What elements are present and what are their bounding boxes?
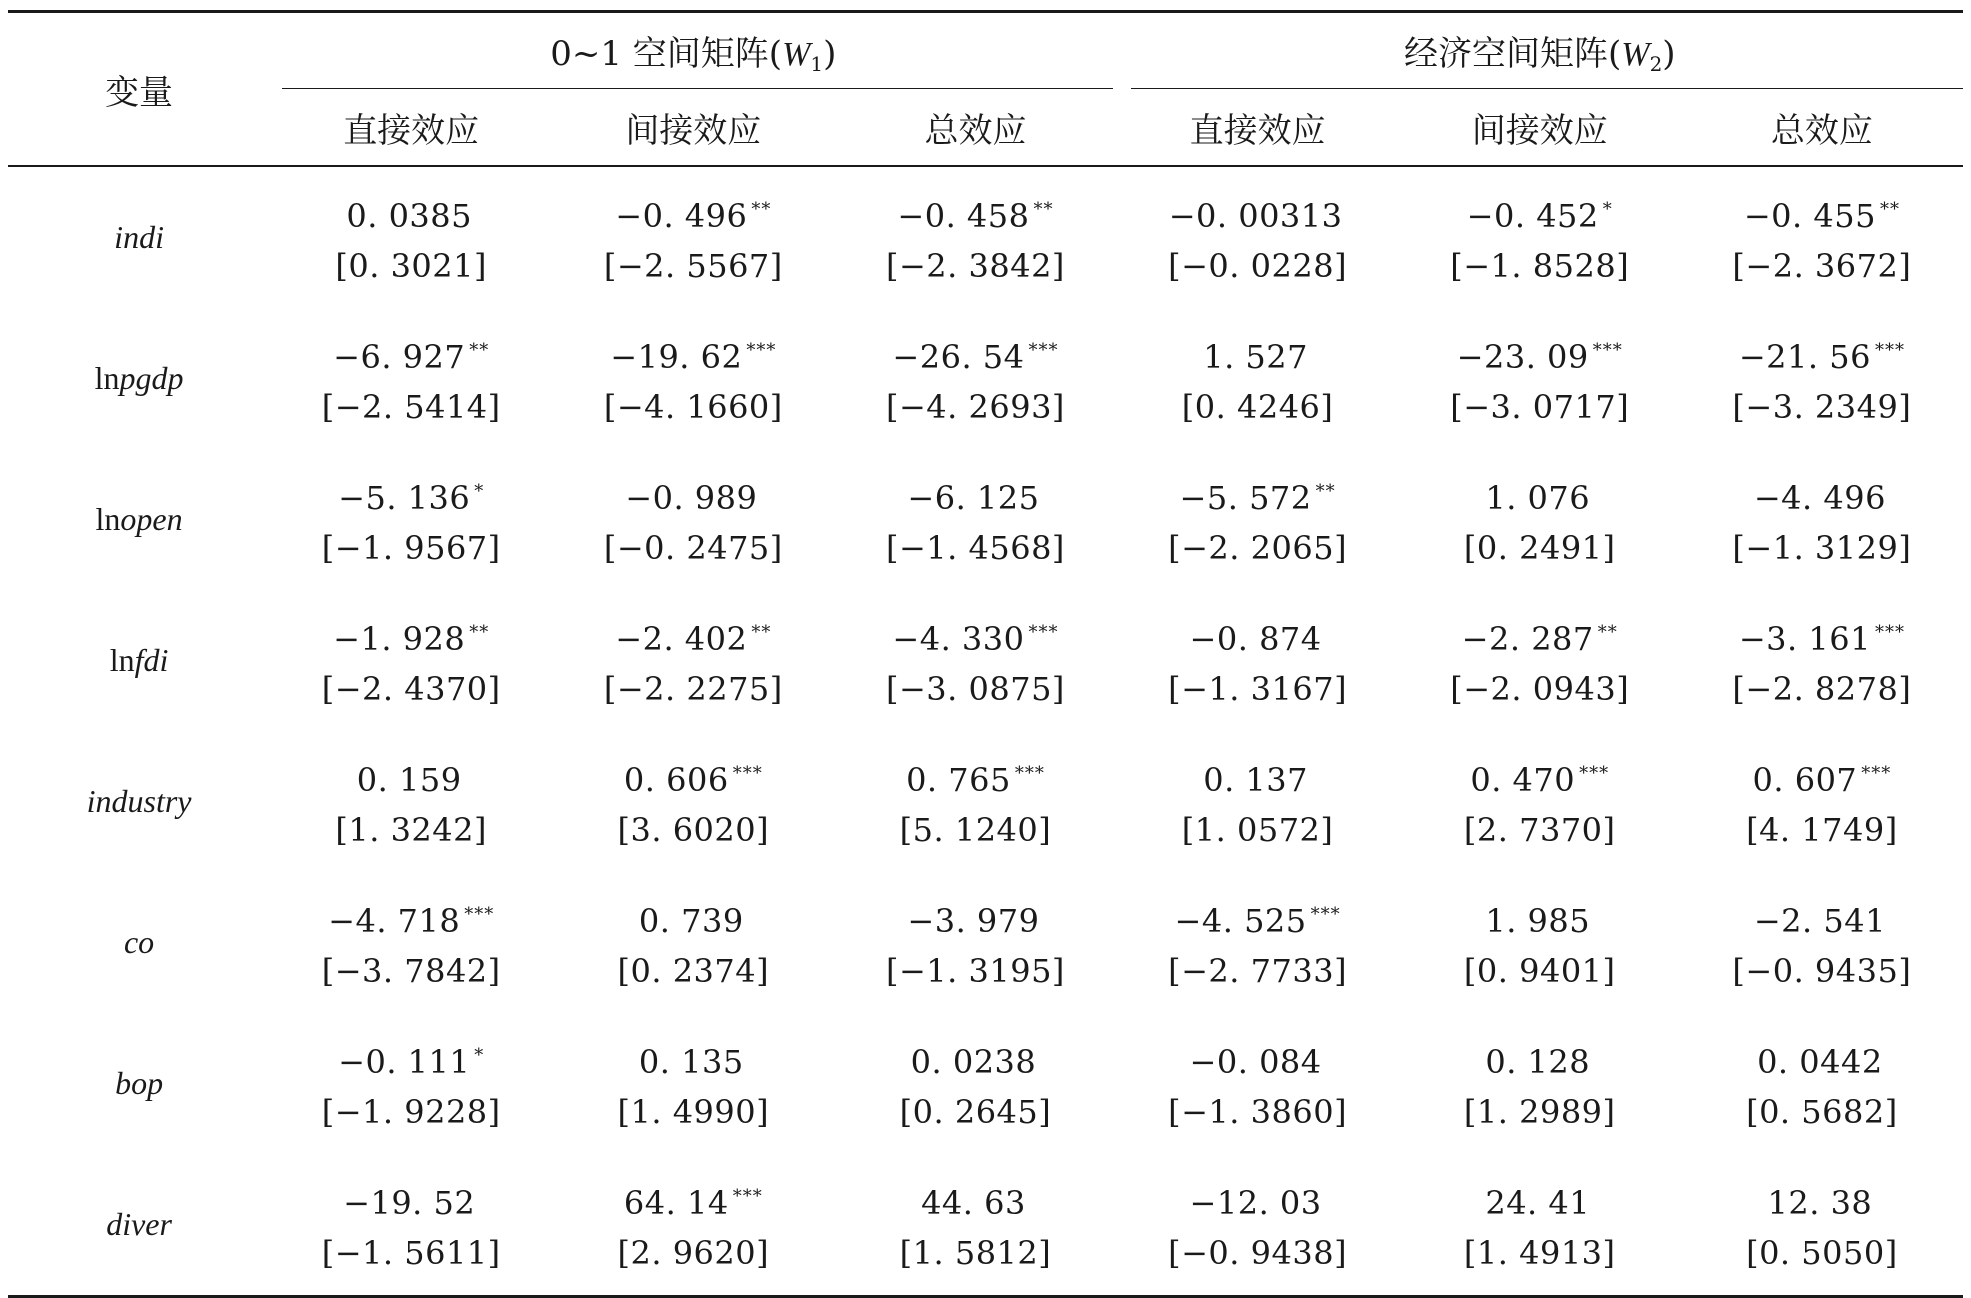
coefficient-value: −0. 084 bbox=[1189, 1042, 1322, 1081]
coefficient-value: −4. 496 bbox=[1753, 478, 1886, 517]
subheader-indirect-w2: 间接效应 bbox=[1471, 110, 1608, 151]
t-statistic: [−0. 9438] bbox=[1168, 1233, 1348, 1272]
subheader-indirect-w1: 间接效应 bbox=[625, 110, 762, 151]
significance-stars: *** bbox=[1861, 762, 1892, 784]
effect-cell bbox=[834, 872, 1116, 1013]
table-row bbox=[8, 308, 1963, 449]
coefficient-value: 0. 607 bbox=[1752, 760, 1858, 799]
coefficient-value: −4. 718 bbox=[328, 901, 461, 940]
t-statistic: [0. 2491] bbox=[1463, 528, 1616, 567]
coefficient-value: −23. 09 bbox=[1456, 337, 1589, 376]
significance-stars: *** bbox=[1310, 903, 1341, 925]
coefficient-value: 0. 0442 bbox=[1757, 1042, 1883, 1081]
effect-cell bbox=[1399, 1154, 1681, 1297]
t-statistic: [−3. 0717] bbox=[1450, 387, 1630, 426]
coefficient-value: −0. 496 bbox=[615, 196, 748, 235]
t-statistic: [2. 7370] bbox=[1463, 810, 1616, 849]
group-header-w1-close: ) bbox=[823, 34, 837, 74]
coefficient-value: 1. 527 bbox=[1203, 337, 1308, 376]
coefficient-value: −5. 572 bbox=[1179, 478, 1312, 517]
t-statistic: [−3. 0875] bbox=[885, 669, 1065, 708]
significance-stars: ** bbox=[751, 621, 772, 643]
significance-stars: *** bbox=[732, 1185, 763, 1207]
significance-stars: *** bbox=[746, 339, 777, 361]
effect-cell bbox=[1399, 872, 1681, 1013]
significance-stars: ** bbox=[1597, 621, 1618, 643]
significance-stars: *** bbox=[1874, 339, 1905, 361]
variable-label: indi bbox=[114, 219, 164, 255]
t-statistic: [0. 2645] bbox=[899, 1092, 1052, 1131]
coefficient-line bbox=[1399, 1172, 1681, 1228]
t-statistic: [−2. 3672] bbox=[1732, 246, 1912, 285]
group-underline-w1 bbox=[282, 88, 1112, 89]
group-header-w1-label: 0~1 空间矩阵( bbox=[550, 34, 783, 74]
effect-cell bbox=[552, 731, 834, 872]
coefficient-value: −26. 54 bbox=[892, 337, 1025, 376]
t-statistic: [−2. 5567] bbox=[603, 246, 783, 285]
effect-cell bbox=[1117, 1013, 1399, 1154]
coefficient-value: −0. 458 bbox=[897, 196, 1030, 235]
coefficient-line bbox=[1681, 185, 1963, 241]
group-header-w1-symbol: W bbox=[782, 36, 811, 73]
group-header-w2 bbox=[1117, 12, 1963, 90]
coefficient-value: 12. 38 bbox=[1767, 1183, 1873, 1222]
t-statistic: [0. 4246] bbox=[1181, 387, 1334, 426]
group-underline-w2 bbox=[1131, 88, 1963, 89]
coefficient-line bbox=[1681, 890, 1963, 946]
coefficient-line bbox=[1117, 1031, 1399, 1087]
variable-label: pgdp bbox=[119, 360, 184, 396]
subheader-total-w2: 总效应 bbox=[1770, 110, 1873, 151]
coefficient-value: −4. 525 bbox=[1174, 901, 1307, 940]
effect-cell bbox=[1117, 308, 1399, 449]
significance-stars: ** bbox=[1879, 198, 1900, 220]
coefficient-line bbox=[1117, 608, 1399, 664]
coefficient-value: 0. 470 bbox=[1470, 760, 1576, 799]
coefficient-line bbox=[552, 749, 834, 805]
table-container bbox=[8, 10, 1963, 1298]
t-statistic: [0. 5050] bbox=[1746, 1233, 1898, 1272]
table-row bbox=[8, 166, 1963, 308]
effect-cell bbox=[270, 1154, 552, 1297]
coefficient-value: −19. 62 bbox=[610, 337, 743, 376]
t-statistic: [1. 4990] bbox=[617, 1092, 770, 1131]
table-row bbox=[8, 731, 1963, 872]
effect-cell bbox=[834, 1154, 1116, 1297]
t-statistic: [−2. 2065] bbox=[1168, 528, 1348, 567]
coefficient-line bbox=[1399, 1031, 1681, 1087]
coefficient-value: −0. 452 bbox=[1466, 196, 1599, 235]
effect-cell bbox=[834, 308, 1116, 449]
t-statistic: [−2. 2275] bbox=[603, 669, 783, 708]
effect-cell bbox=[1399, 731, 1681, 872]
coefficient-value: 0. 135 bbox=[638, 1042, 744, 1081]
coefficient-line bbox=[270, 890, 552, 946]
coefficient-line bbox=[270, 1172, 552, 1228]
t-statistic: [1. 5812] bbox=[899, 1233, 1052, 1272]
coefficient-value: 44. 63 bbox=[921, 1183, 1026, 1222]
coefficient-line bbox=[1117, 467, 1399, 523]
coefficient-value: 0. 159 bbox=[356, 760, 462, 799]
significance-stars: * bbox=[474, 1044, 485, 1066]
coefficient-value: −2. 402 bbox=[615, 619, 748, 658]
effect-cell bbox=[834, 449, 1116, 590]
coefficient-line bbox=[1681, 326, 1963, 382]
coefficient-value: −3. 979 bbox=[907, 901, 1040, 940]
coefficient-value: −1. 928 bbox=[333, 619, 466, 658]
variable-name bbox=[8, 590, 270, 731]
t-statistic: [−2. 8278] bbox=[1732, 669, 1912, 708]
coefficient-line bbox=[270, 1031, 552, 1087]
effect-cell bbox=[834, 1013, 1116, 1154]
coefficient-line bbox=[1681, 1031, 1963, 1087]
coefficient-value: −0. 874 bbox=[1189, 619, 1322, 658]
effect-cell bbox=[270, 166, 552, 308]
effect-cell bbox=[270, 872, 552, 1013]
group-header-w1-subscript: 1 bbox=[810, 52, 824, 76]
t-statistic: [−0. 0228] bbox=[1168, 246, 1348, 285]
table-row bbox=[8, 449, 1963, 590]
coefficient-value: 24. 41 bbox=[1485, 1183, 1591, 1222]
significance-stars: *** bbox=[1028, 621, 1059, 643]
effect-cell bbox=[1681, 731, 1963, 872]
significance-stars: *** bbox=[732, 762, 763, 784]
coefficient-line bbox=[552, 608, 834, 664]
subheader-direct-w1: 直接效应 bbox=[343, 110, 480, 151]
coefficient-line bbox=[1681, 749, 1963, 805]
effect-cell bbox=[552, 590, 834, 731]
coefficient-value: 0. 739 bbox=[638, 901, 744, 940]
t-statistic: [−1. 4568] bbox=[885, 528, 1065, 567]
effect-cell bbox=[1399, 308, 1681, 449]
effect-cell bbox=[1681, 1013, 1963, 1154]
t-statistic: [−2. 0943] bbox=[1450, 669, 1630, 708]
variable-name bbox=[8, 308, 270, 449]
effect-cell bbox=[552, 449, 834, 590]
t-statistic: [−1. 5611] bbox=[321, 1233, 501, 1272]
t-statistic: [−0. 2475] bbox=[603, 528, 783, 567]
t-statistic: [−2. 4370] bbox=[321, 669, 501, 708]
table-row bbox=[8, 1154, 1963, 1297]
coefficient-line bbox=[270, 608, 552, 664]
coefficient-value: 1. 076 bbox=[1485, 478, 1591, 517]
significance-stars: *** bbox=[1579, 762, 1610, 784]
coefficient-value: 64. 14 bbox=[623, 1183, 729, 1222]
effect-cell bbox=[834, 731, 1116, 872]
variable-prefix: ln bbox=[109, 642, 135, 678]
group-header-w2-close: ) bbox=[1662, 34, 1676, 74]
variable-label: bop bbox=[115, 1065, 164, 1101]
effect-cell bbox=[270, 449, 552, 590]
significance-stars: *** bbox=[1592, 339, 1623, 361]
coefficient-line bbox=[552, 1031, 834, 1087]
coefficient-line bbox=[834, 1172, 1116, 1228]
significance-stars: *** bbox=[1014, 762, 1045, 784]
t-statistic: [0. 3021] bbox=[335, 246, 487, 285]
coefficient-value: −19. 52 bbox=[343, 1183, 476, 1222]
coefficient-line bbox=[834, 890, 1116, 946]
effect-cell bbox=[1117, 590, 1399, 731]
coefficient-line bbox=[834, 185, 1116, 241]
coefficient-line bbox=[1681, 608, 1963, 664]
coefficient-value: −6. 125 bbox=[907, 478, 1040, 517]
coefficient-line bbox=[552, 326, 834, 382]
coefficient-value: −2. 541 bbox=[1753, 901, 1886, 940]
t-statistic: [−2. 5414] bbox=[321, 387, 501, 426]
coefficient-value: −0. 111 bbox=[338, 1042, 471, 1081]
effect-cell bbox=[1681, 1154, 1963, 1297]
significance-stars: ** bbox=[1033, 198, 1054, 220]
t-statistic: [1. 0572] bbox=[1181, 810, 1334, 849]
t-statistic: [−4. 1660] bbox=[603, 387, 783, 426]
significance-stars: ** bbox=[751, 198, 772, 220]
coefficient-line bbox=[1117, 890, 1399, 946]
variable-prefix: ln bbox=[95, 501, 121, 537]
variable-label: open bbox=[120, 501, 183, 537]
coefficient-value: −2. 287 bbox=[1461, 619, 1594, 658]
t-statistic: [0. 5682] bbox=[1746, 1092, 1898, 1131]
significance-stars: ** bbox=[1315, 480, 1336, 502]
coefficient-value: 0. 0238 bbox=[910, 1042, 1037, 1081]
coefficient-line bbox=[834, 467, 1116, 523]
t-statistic: [−0. 9435] bbox=[1732, 951, 1912, 990]
variable-label: co bbox=[123, 924, 155, 960]
effect-cell bbox=[1681, 166, 1963, 308]
coefficient-line bbox=[834, 749, 1116, 805]
group-header-w1 bbox=[270, 12, 1116, 90]
t-statistic: [−2. 3842] bbox=[885, 246, 1065, 285]
coefficient-line bbox=[1117, 326, 1399, 382]
effect-cell bbox=[1117, 731, 1399, 872]
significance-stars: ** bbox=[469, 339, 490, 361]
coefficient-line bbox=[1681, 1172, 1963, 1228]
t-statistic: [−3. 2349] bbox=[1732, 387, 1912, 426]
coefficient-value: 0. 0385 bbox=[346, 196, 472, 235]
coefficient-line bbox=[834, 608, 1116, 664]
t-statistic: [−3. 7842] bbox=[321, 951, 501, 990]
effect-cell bbox=[552, 1013, 834, 1154]
table-row bbox=[8, 1013, 1963, 1154]
effect-cell bbox=[1681, 590, 1963, 731]
coefficient-line bbox=[1399, 326, 1681, 382]
coefficient-line bbox=[1399, 185, 1681, 241]
coefficient-line bbox=[270, 326, 552, 382]
t-statistic: [2. 9620] bbox=[617, 1233, 770, 1272]
coefficient-value: −5. 136 bbox=[338, 478, 471, 517]
coefficient-line bbox=[1399, 467, 1681, 523]
t-statistic: [0. 9401] bbox=[1463, 951, 1616, 990]
group-header-w2-subscript: 2 bbox=[1649, 52, 1663, 76]
table-row bbox=[8, 872, 1963, 1013]
coefficient-value: −0. 989 bbox=[625, 478, 758, 517]
table-body bbox=[8, 166, 1963, 1297]
t-statistic: [−1. 3860] bbox=[1168, 1092, 1348, 1131]
effect-cell bbox=[834, 590, 1116, 731]
t-statistic: [−4. 2693] bbox=[885, 387, 1065, 426]
coefficient-value: 0. 606 bbox=[623, 760, 729, 799]
coefficient-line bbox=[552, 185, 834, 241]
variable-label: diver bbox=[106, 1206, 172, 1242]
effect-cell bbox=[1399, 590, 1681, 731]
variable-label: industry bbox=[86, 783, 192, 819]
t-statistic: [−1. 8528] bbox=[1450, 246, 1630, 285]
variable-prefix: ln bbox=[94, 360, 120, 396]
coefficient-line bbox=[1681, 467, 1963, 523]
effect-cell bbox=[1117, 449, 1399, 590]
coefficient-line bbox=[552, 890, 834, 946]
t-statistic: [−2. 7733] bbox=[1168, 951, 1348, 990]
coefficient-value: 0. 137 bbox=[1203, 760, 1308, 799]
t-statistic: [−1. 3195] bbox=[885, 951, 1065, 990]
t-statistic: [1. 3242] bbox=[335, 810, 487, 849]
variable-name bbox=[8, 872, 270, 1013]
coefficient-line bbox=[552, 1172, 834, 1228]
effect-cell bbox=[552, 872, 834, 1013]
effect-cell bbox=[552, 166, 834, 308]
spatial-effects-table bbox=[8, 10, 1963, 1298]
effect-cell bbox=[1399, 449, 1681, 590]
group-header-w2-label: 经济空间矩阵( bbox=[1403, 34, 1622, 74]
group-header-w2-symbol: W bbox=[1621, 36, 1650, 73]
coefficient-value: 1. 985 bbox=[1485, 901, 1591, 940]
coefficient-line bbox=[552, 467, 834, 523]
t-statistic: [4. 1749] bbox=[1746, 810, 1898, 849]
coefficient-line bbox=[1399, 608, 1681, 664]
coefficient-value: −3. 161 bbox=[1738, 619, 1871, 658]
significance-stars: * bbox=[474, 480, 485, 502]
t-statistic: [−1. 3167] bbox=[1168, 669, 1348, 708]
effect-cell bbox=[1117, 1154, 1399, 1297]
coefficient-line bbox=[1117, 185, 1399, 241]
t-statistic: [1. 4913] bbox=[1463, 1233, 1616, 1272]
effect-cell bbox=[552, 308, 834, 449]
coefficient-line bbox=[270, 749, 552, 805]
coefficient-line bbox=[1399, 890, 1681, 946]
variable-name bbox=[8, 731, 270, 872]
coefficient-value: −0. 00313 bbox=[1168, 196, 1343, 235]
table-row bbox=[8, 590, 1963, 731]
effect-cell bbox=[834, 166, 1116, 308]
t-statistic: [0. 2374] bbox=[617, 951, 770, 990]
coefficient-value: −12. 03 bbox=[1189, 1183, 1322, 1222]
t-statistic: [−1. 9567] bbox=[321, 528, 501, 567]
effect-cell bbox=[270, 731, 552, 872]
effect-cell bbox=[270, 1013, 552, 1154]
subheader-total-w1: 总效应 bbox=[924, 110, 1027, 151]
t-statistic: [3. 6020] bbox=[617, 810, 770, 849]
effect-cell bbox=[1681, 449, 1963, 590]
effect-cell bbox=[552, 1154, 834, 1297]
effect-cell bbox=[270, 308, 552, 449]
coefficient-line bbox=[270, 467, 552, 523]
effect-cell bbox=[1117, 166, 1399, 308]
significance-stars: *** bbox=[1874, 621, 1905, 643]
variable-name bbox=[8, 166, 270, 308]
coefficient-value: 0. 765 bbox=[906, 760, 1011, 799]
effect-cell bbox=[270, 590, 552, 731]
coefficient-value: −21. 56 bbox=[1738, 337, 1871, 376]
coefficient-line bbox=[270, 185, 552, 241]
effect-cell bbox=[1399, 1013, 1681, 1154]
t-statistic: [−1. 3129] bbox=[1732, 528, 1912, 567]
variable-column-header: 变量 bbox=[8, 12, 270, 167]
significance-stars: ** bbox=[469, 621, 490, 643]
variable-name bbox=[8, 449, 270, 590]
effect-cell bbox=[1399, 166, 1681, 308]
variable-name bbox=[8, 1154, 270, 1297]
effect-cell bbox=[1681, 872, 1963, 1013]
t-statistic: [5. 1240] bbox=[899, 810, 1052, 849]
coefficient-value: −6. 927 bbox=[333, 337, 466, 376]
coefficient-value: 0. 128 bbox=[1485, 1042, 1591, 1081]
coefficient-line bbox=[834, 1031, 1116, 1087]
t-statistic: [1. 2989] bbox=[1463, 1092, 1616, 1131]
coefficient-value: −4. 330 bbox=[892, 619, 1025, 658]
coefficient-line bbox=[1117, 749, 1399, 805]
coefficient-line bbox=[1117, 1172, 1399, 1228]
coefficient-line bbox=[1399, 749, 1681, 805]
significance-stars: *** bbox=[464, 903, 495, 925]
coefficient-line bbox=[834, 326, 1116, 382]
subheader-direct-w2: 直接效应 bbox=[1189, 110, 1326, 151]
variable-label: fdi bbox=[134, 642, 169, 678]
significance-stars: *** bbox=[1028, 339, 1059, 361]
variable-name bbox=[8, 1013, 270, 1154]
significance-stars: * bbox=[1602, 198, 1613, 220]
coefficient-value: −0. 455 bbox=[1743, 196, 1876, 235]
t-statistic: [−1. 9228] bbox=[321, 1092, 501, 1131]
effect-cell bbox=[1681, 308, 1963, 449]
effect-cell bbox=[1117, 872, 1399, 1013]
